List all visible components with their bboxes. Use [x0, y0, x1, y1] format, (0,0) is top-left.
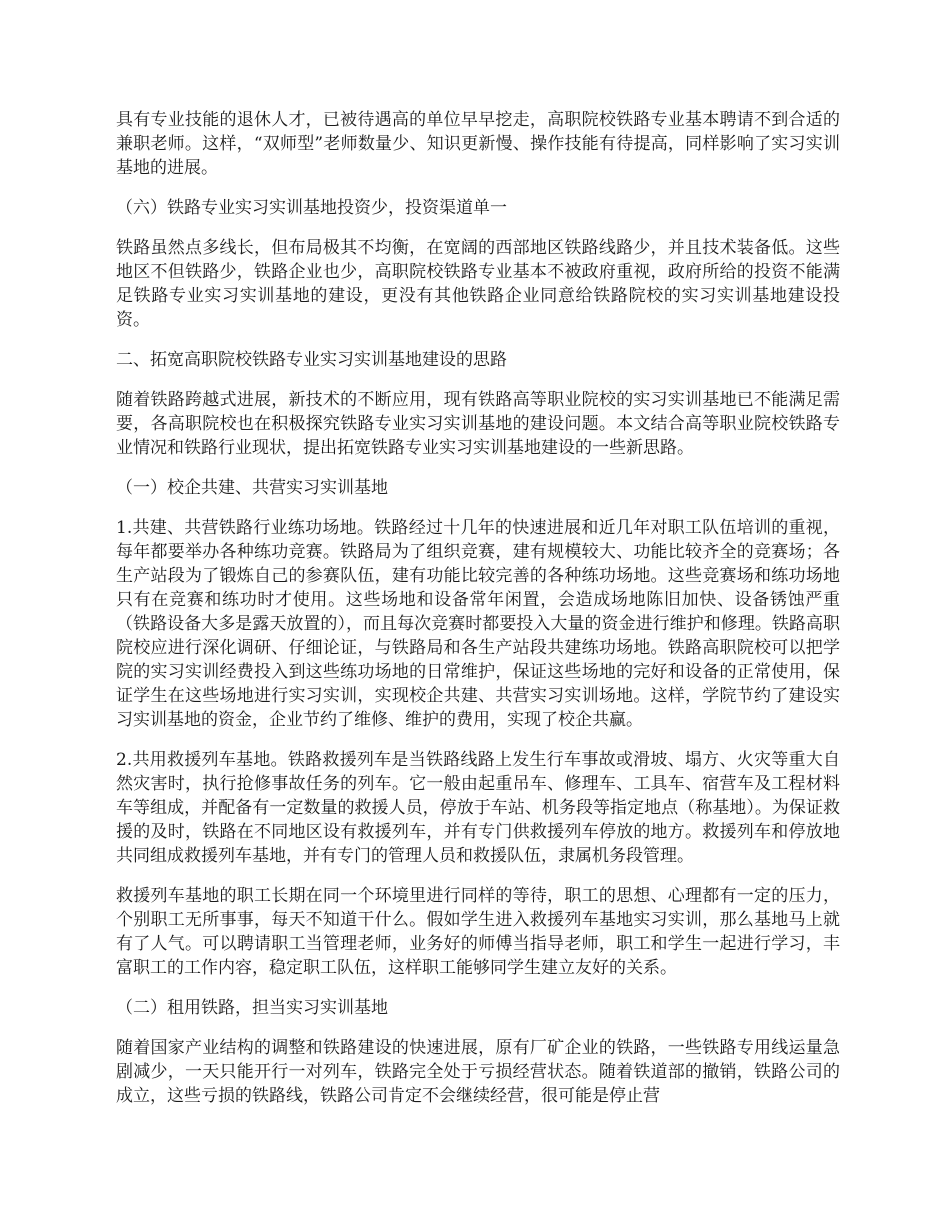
paragraph: 救援列车基地的职工长期在同一个环境里进行同样的等待，职工的思想、心理都有一定的压力，个别职工无所事事，每天不知道干什么。假如学生进入救援列车基地实习实训，那么基地马上就有了人气。可以聘请职工当管理老师，业务好的师傅当指导老师，职工和学生一起进行学习，丰富职工的工作内容，稳定职工队伍，这样职工能够同学生建立友好的关系。 — [116, 886, 840, 978]
paragraph: 随着铁路跨越式进展，新技术的不断应用，现有铁路高等职业院校的实习实训基地已不能满足需要，各高职院校也在积极探究铁路专业实习实训基地的建设问题。本文结合高等职业院校铁路专业情况和铁路行业现状，提出拓宽铁路专业实习实训基地建设的一些新思路。 — [116, 390, 840, 458]
section-heading: 二、拓宽高职院校铁路专业实习实训基地建设的思路 — [116, 350, 507, 370]
paragraph: 具有专业技能的退休人才，已被待遇高的单位早早挖走，高职院校铁路专业基本聘请不到合适的兼职老师。这样，“双师型”老师数量少、知识更新慢、操作技能有待提高，同样影响了实习实训基地的进展。 — [116, 110, 840, 178]
paragraph: 铁路虽然点多线长，但布局极其不均衡，在宽阔的西部地区铁路线路少，并且技术装备低。这些地区不但铁路少，铁路企业也少，高职院校铁路专业基本不被政府重视，政府所给的投资不能满足铁路专业实习实训基地的建设，更没有其他铁路企业同意给铁路院校的实习实训基地建设投资。 — [116, 238, 840, 330]
paragraph: 随着国家产业结构的调整和铁路建设的快速进展，原有厂矿企业的铁路，一些铁路专用线运量急剧减少，一天只能开行一对列车，铁路完全处于亏损经营状态。随着铁道部的撤销，铁路公司的成立，这些亏损的铁路线，铁路公司肯定不会继续经营，很可能是停止营 — [116, 1038, 840, 1106]
document-page — [116, 108, 840, 1124]
section-heading: （一）校企共建、共营实习实训基地 — [116, 478, 388, 498]
section-heading: （二）租用铁路，担当实习实训基地 — [116, 998, 388, 1018]
paragraph: 2.共用救援列车基地。铁路救援列车是当铁路线路上发生行车事故或滑坡、塌方、火灾等重大自然灾害时，执行抢修事故任务的列车。它一般由起重吊车、修理车、工具车、宿营车及工程材料车等组成，并配备有一定数量的救援人员，停放于车站、机务段等指定地点（称基地）。为保证救援的及时，铁路在不同地区设有救援列车，并有专门供救援列车停放的地方。救援列车和停放地共同组成救援列车基地，并有专门的管理人员和救援队伍，隶属机务段管理。 — [116, 750, 840, 866]
section-heading: （六）铁路专业实习实训基地投资少，投资渠道单一 — [116, 198, 507, 218]
paragraph: 1.共建、共营铁路行业练功场地。铁路经过十几年的快速进展和近几年对职工队伍培训的重视，每年都要举办各种练功竞赛。铁路局为了组织竞赛，建有规模较大、功能比较齐全的竞赛场；各生产站段为了锻炼自己的参赛队伍，建有功能比较完善的各种练功场地。这些竞赛场和练功场地只有在竞赛和练功时才使用。这些场地和设备常年闲置，会造成场地陈旧加快、设备锈蚀严重（铁路设备大多是露天放置的），而且每次竞赛时都要投入大量的资金进行维护和修理。铁路高职院校应进行深化调研、仔细论证，与铁路局和各生产站段共建练功场地。铁路高职院校可以把学院的实习实训经费投入到这些练功场地的日常维护，保证这些场地的完好和设备的正常使用，保证学生在这些场地进行实习实训，实现校企共建、共营实习实训场地。这样，学院节约了建设实习实训基地的资金，企业节约了维修、维护的费用，实现了校企共赢。 — [116, 518, 840, 730]
